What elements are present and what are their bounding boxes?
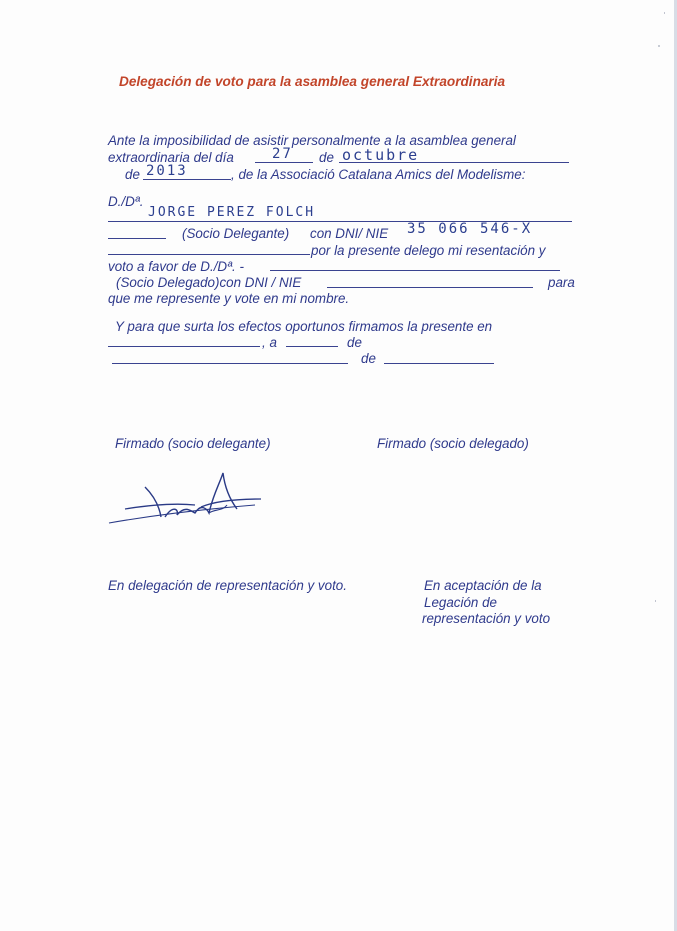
footer-right-line3: representación y voto	[422, 611, 551, 626]
footer-right-line1: En aceptación de la	[424, 578, 542, 593]
scan-speck	[658, 45, 660, 47]
para1-line3-suffix: , de la Associació Catalana Amics del Modelisme:	[231, 167, 526, 182]
delegado-dni-line	[327, 287, 533, 288]
para1-line1: Ante la imposibilidad de asistir personalmente a la asamblea general	[108, 133, 516, 148]
socio-delegado-text: (Socio Delegado)con DNI / NIE	[116, 275, 302, 290]
handwritten-signature	[105, 465, 275, 530]
blank-line-short	[108, 238, 166, 239]
year-field-line	[143, 179, 231, 180]
day-field-line	[255, 162, 313, 163]
para3-line1: Y para que surta los efectos oportunos firmamos la presente en	[115, 319, 493, 334]
para2-label: D./Dª.	[108, 194, 144, 209]
document-title: Delegación de voto para la asamblea general Extraordinaria	[119, 74, 506, 89]
socio-delegante-label: (Socio Delegante)	[182, 226, 290, 241]
voto-favor-text: voto a favor de D./Dª. -	[108, 259, 244, 274]
para1-line3-prefix: de	[125, 167, 140, 182]
para1-line2-de: de	[319, 150, 334, 165]
scan-speck	[655, 600, 656, 602]
para3-de2: de	[361, 351, 376, 366]
delego-text: por la presente delego mi resentación y	[311, 243, 546, 258]
para1-line2-prefix: extraordinaria del día	[108, 150, 234, 165]
day-line-2	[286, 346, 338, 347]
handwritten-dni: 35 066 546-X	[407, 221, 533, 237]
footer-right-line2: Legación de	[424, 595, 497, 610]
para3-a: , a	[262, 335, 277, 350]
signature-right-label: Firmado (socio delegado)	[377, 436, 529, 451]
dni-label: con DNI/ NIE	[310, 226, 389, 241]
blank-line-delego	[108, 254, 310, 255]
para-text: para	[548, 275, 575, 290]
signature-left-label: Firmado (socio delegante)	[115, 436, 271, 451]
handwritten-month: octubre	[342, 146, 420, 164]
para3-de1: de	[347, 335, 362, 350]
handwritten-name: JORGE PEREZ FOLCH	[148, 205, 316, 220]
place-line	[108, 346, 260, 347]
delegado-name-line	[270, 270, 560, 271]
scan-speck	[664, 12, 665, 14]
represente-text: que me represente y vote en mi nombre.	[108, 291, 350, 306]
month-line-2	[112, 363, 348, 364]
year-line-2	[384, 363, 494, 364]
handwritten-year: 2013	[146, 163, 188, 179]
footer-left: En delegación de representación y voto.	[108, 578, 347, 593]
handwritten-day: 27	[272, 146, 293, 162]
